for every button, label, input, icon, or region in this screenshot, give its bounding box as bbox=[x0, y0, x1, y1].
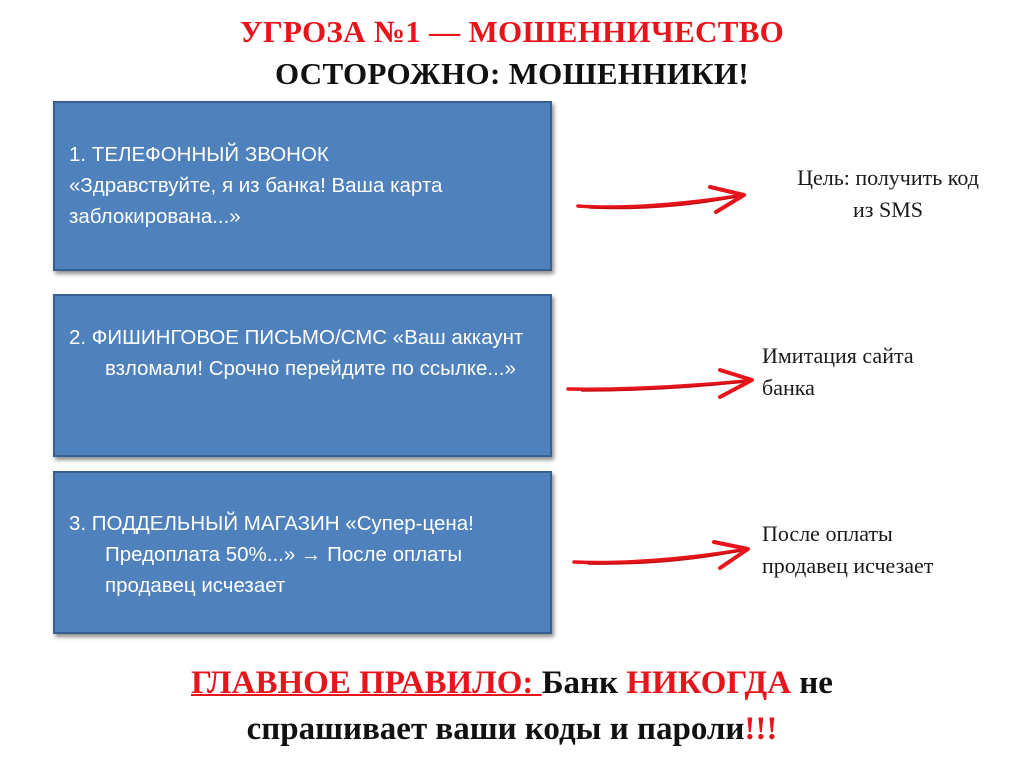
threat-description: «Здравствуйте, я из банка! Ваша карта заблокирована...» bbox=[69, 174, 443, 228]
threat-description: 3. ПОДДЕЛЬНЫЙ МАГАЗИН «Супер-цена! Предоплата 50%...» → После оплаты продавец исчезает bbox=[69, 512, 474, 597]
threat-box-text bbox=[69, 139, 536, 232]
note-goal-sms-code: Цель: получить код из SMS bbox=[797, 165, 979, 222]
threat-heading: 1. ТЕЛЕФОННЫЙ ЗВОНОК bbox=[69, 143, 329, 166]
main-rule-text-1: Банк bbox=[541, 665, 627, 701]
main-rule-never: НИКОГДА bbox=[626, 665, 792, 701]
main-rule-text-3: спрашивает ваши коды и пароли bbox=[246, 711, 745, 747]
title-warning: ОСТОРОЖНО: МОШЕННИКИ! bbox=[275, 56, 749, 91]
threat-box-text bbox=[69, 322, 536, 384]
threat-description: 2. ФИШИНГОВОЕ ПИСЬМО/СМС «Ваш аккаунт взломали! Срочно перейдите по ссылке...» bbox=[69, 326, 524, 380]
red-arrow-icon bbox=[560, 365, 760, 405]
main-rule bbox=[0, 660, 1024, 752]
main-rule-label: ГЛАВНОЕ ПРАВИЛО: bbox=[191, 665, 542, 701]
note-seller-disappears: После оплаты продавец исчезает bbox=[762, 521, 934, 578]
threat-box-text bbox=[69, 508, 536, 601]
main-rule-text-2: не bbox=[791, 665, 833, 701]
main-rule-exclaim: !!! bbox=[744, 711, 778, 747]
threat-box-phone-call bbox=[53, 101, 552, 271]
note-bank-site-imitation: Имитация сайта банка bbox=[762, 343, 914, 400]
red-arrow-icon bbox=[560, 184, 760, 224]
threat-box-phishing bbox=[53, 294, 552, 457]
title-threat: УГРОЗА №1 — МОШЕННИЧЕСТВО bbox=[239, 14, 785, 49]
threat-box-fake-shop bbox=[53, 471, 552, 634]
red-arrow-icon bbox=[560, 540, 760, 580]
